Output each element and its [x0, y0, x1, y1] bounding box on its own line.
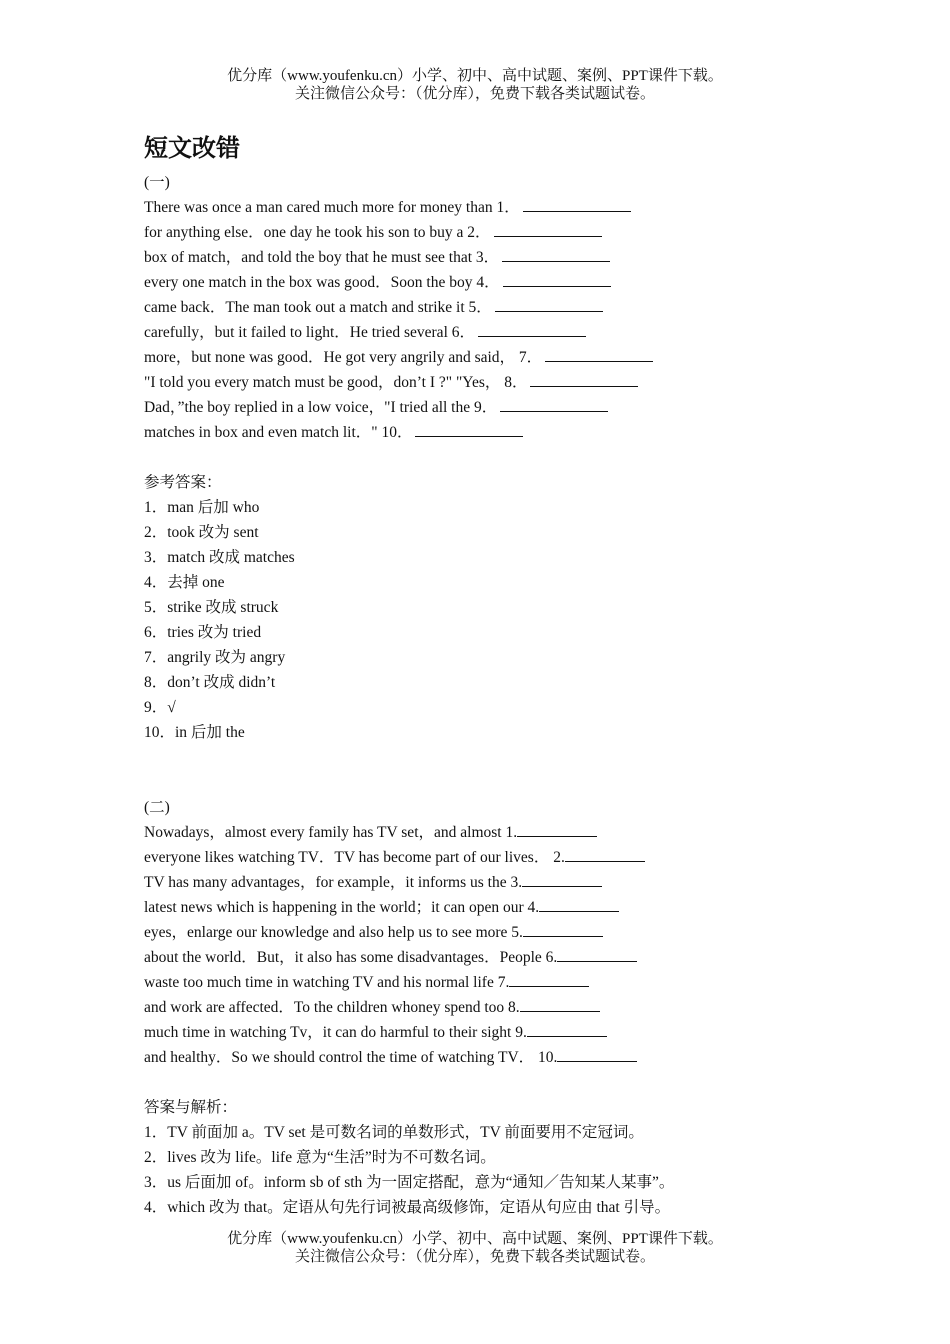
answer-blank[interactable] — [502, 245, 610, 262]
exercise-line: Nowadays，almost every family has TV set，and almost 1. — [144, 820, 824, 845]
answer-blank[interactable] — [503, 270, 611, 287]
exercise-line: everyone likes watching TV．TV has become part of our lives． 2. — [144, 845, 824, 870]
answer-blank[interactable] — [495, 295, 603, 312]
answer-blank[interactable] — [522, 870, 602, 887]
answer-blank[interactable] — [530, 370, 638, 387]
section-1 — [144, 170, 824, 745]
answer-heading: 参考答案： — [144, 474, 222, 491]
answer-item: 3．match 改成 matches — [144, 549, 295, 566]
answer-blank[interactable] — [415, 420, 523, 437]
answer-item: 10．in 后加 the — [144, 724, 245, 741]
answer-item: 4．去掉 one — [144, 574, 225, 591]
footer-line-1: 优分库（www.youfenku.cn）小学、初中、高中试题、案例、PPT课件下载。 — [227, 1231, 723, 1247]
header-line-1: 优分库（www.youfenku.cn）小学、初中、高中试题、案例、PPT课件下载。 — [227, 68, 723, 84]
section-2 — [144, 795, 824, 1220]
answer-blank[interactable] — [478, 320, 586, 337]
answer-blank[interactable] — [517, 820, 597, 837]
exercise-line: came back．The man took out a match and strike it 5． — [144, 295, 824, 320]
answer-item: 4．which 改为 that。定语从句先行词被最高级修饰，定语从句应由 that 引导。 — [144, 1199, 671, 1216]
exercise-line: matches in box and even match lit．" 10． — [144, 420, 824, 445]
answer-item: 1．TV 前面加 a。TV set 是可数名词的单数形式，TV 前面要用不定冠词。 — [144, 1124, 644, 1141]
answer-item: 6．tries 改为 tried — [144, 624, 262, 641]
answer-blank[interactable] — [527, 1020, 607, 1037]
answer-item: 8．don’t 改成 didn’t — [144, 674, 276, 691]
answer-blank[interactable] — [539, 895, 619, 912]
answer-blank[interactable] — [523, 195, 631, 212]
answer-blank[interactable] — [509, 970, 589, 987]
answer-item: 7．angrily 改为 angry — [144, 649, 286, 666]
answer-item: 1．man 后加 who — [144, 499, 260, 516]
answer-blank[interactable] — [545, 345, 653, 362]
answer-blank[interactable] — [557, 1045, 637, 1062]
answer-blank[interactable] — [565, 845, 645, 862]
page-title: 短文改错 — [144, 134, 240, 162]
section-1-label: (一) — [144, 174, 170, 191]
exercise-line: "I told you every match must be good，don’t I ?" "Yes， 8． — [144, 370, 824, 395]
footer-line-2: 关注微信公众号：（优分库），免费下载各类试题试卷。 — [294, 1249, 655, 1265]
exercise-line: Dad，”the boy replied in a low voice，"I tried all the 9． — [144, 395, 824, 420]
exercise-line: TV has many advantages，for example，it informs us the 3. — [144, 870, 824, 895]
answer-heading: 答案与解析： — [144, 1099, 238, 1116]
answer-blank[interactable] — [500, 395, 608, 412]
exercise-line: box of match，and told the boy that he must see that 3． — [144, 245, 824, 270]
exercise-line: about the world．But，it also has some disadvantages．People 6. — [144, 945, 824, 970]
exercise-line: much time in watching Tv，it can do harmful to their sight 9. — [144, 1020, 824, 1045]
exercise-line: and healthy．So we should control the time of watching TV． 10. — [144, 1045, 824, 1070]
answer-item: 5．strike 改成 struck — [144, 599, 279, 616]
exercise-line: latest news which is happening in the world；it can open our 4. — [144, 895, 824, 920]
exercise-line: There was once a man cared much more for money than 1． — [144, 195, 824, 220]
answer-item: 9．√ — [144, 699, 176, 716]
section-2-label: (二) — [144, 799, 170, 816]
answer-blank[interactable] — [557, 945, 637, 962]
page-footer — [0, 1230, 950, 1266]
answer-item: 2．lives 改为 life。life 意为“生活”时为不可数名词。 — [144, 1149, 496, 1166]
exercise-line: carefully，but it failed to light．He tried several 6． — [144, 320, 824, 345]
exercise-line: more，but none was good．He got very angrily and said， 7． — [144, 345, 824, 370]
answer-item: 3．us 后面加 of。inform sb of sth 为一固定搭配，意为“通知／告知某人某事”。 — [144, 1174, 675, 1191]
exercise-line: eyes，enlarge our knowledge and also help us to see more 5. — [144, 920, 824, 945]
answer-blank[interactable] — [520, 995, 600, 1012]
answer-blank[interactable] — [494, 220, 602, 237]
exercise-line: waste too much time in watching TV and his normal life 7. — [144, 970, 824, 995]
header-line-2: 关注微信公众号：（优分库），免费下载各类试题试卷。 — [294, 86, 655, 102]
exercise-line: every one match in the box was good．Soon the boy 4． — [144, 270, 824, 295]
answer-blank[interactable] — [523, 920, 603, 937]
exercise-line: for anything else．one day he took his son to buy a 2． — [144, 220, 824, 245]
answer-item: 2．took 改为 sent — [144, 524, 259, 541]
document-body — [144, 130, 824, 1220]
page-header — [0, 67, 950, 103]
exercise-line: and work are affected．To the children whoney spend too 8. — [144, 995, 824, 1020]
